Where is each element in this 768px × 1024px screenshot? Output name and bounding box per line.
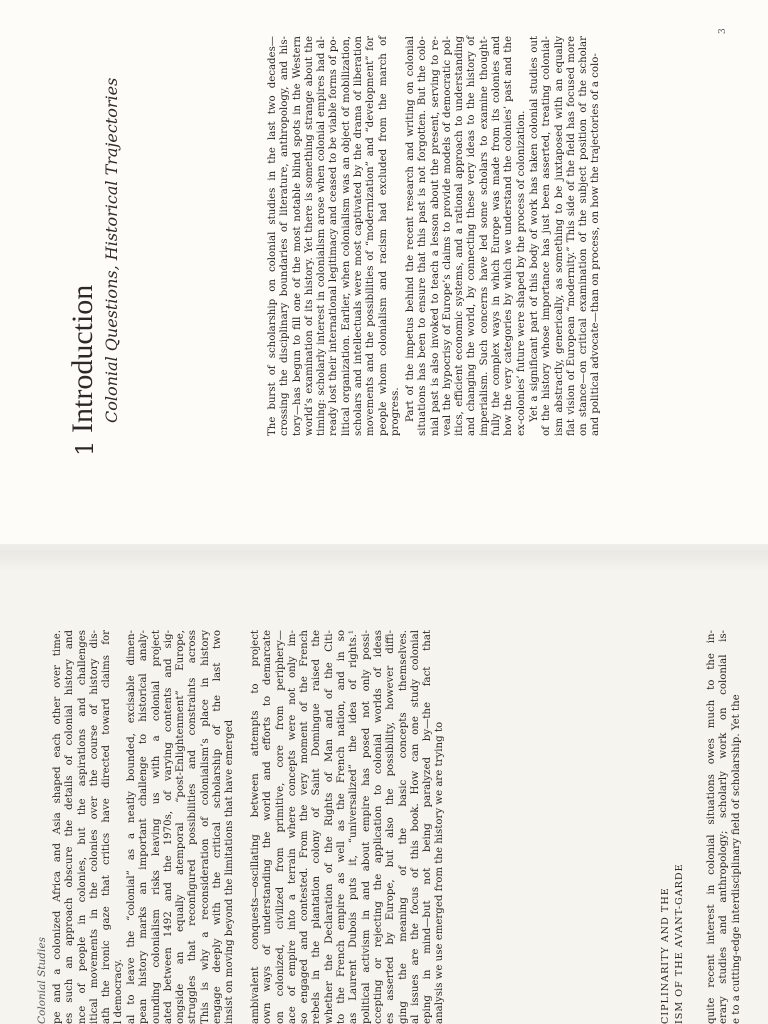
text-line: l democracy. <box>113 959 125 1024</box>
text-line: engage deeply with the critical scholarship of the last two <box>212 630 224 1024</box>
text-line: and political advocate—than on process, on how the trajectories of a colo- <box>590 53 602 436</box>
right-paragraph-1 <box>267 36 402 436</box>
right-paragraph-2 <box>405 36 528 436</box>
text-line: ready lost their international legitimacy and ceased to be viable forms of po- <box>328 36 340 436</box>
text-line: as Laurent Dubois puts it, “universalized” the idea of rights.¹ <box>348 630 360 1024</box>
text-line: The burst of scholarship on colonial studies in the last two decades— <box>267 36 278 436</box>
text-line: people whom colonialism and racism had excluded from the march of <box>377 36 389 436</box>
text-line: ccepting or rejecting the application to colonial worlds of ideas <box>372 630 384 1024</box>
text-line: analysis we use emerged from the history we are trying to <box>434 721 446 1024</box>
left-paragraph-1 <box>52 630 126 1024</box>
text-line: situations has been to ensure that this past is not forgotten. But the colo- <box>417 36 429 436</box>
section-heading-line-2: ISM OF THE AVANT-GARDE <box>674 863 685 1024</box>
text-line: scholars and intellectuals were most captivated by the drama of liberation <box>353 36 365 436</box>
text-line: so engaged and contested. From the very moment of the French <box>299 630 311 1024</box>
text-line: own ways of understanding the world and efforts to demarcate <box>262 630 274 1024</box>
text-line: timing: scholarly interest in colonialism arose when colonial empires had al- <box>316 36 328 436</box>
text-line: ace of empire into a terrain where concepts were not only im- <box>286 630 298 1024</box>
text-line: pean history marks an important challenge to historical analy- <box>138 630 150 1024</box>
left-paragraph-3 <box>250 630 447 1024</box>
text-line: ambivalent conquests—oscillating between attempts to project <box>250 630 261 1024</box>
text-line: world’s examination of its history. Yet there is something strange about the <box>303 36 315 436</box>
text-line: ated between 1492 and the 1970s, of varying contents and sig- <box>162 630 174 1024</box>
text-line: tory—has begun to fill one of the most notable blind spots in the Western <box>291 36 303 436</box>
text-line: whether the Declaration of the Rights of Man and of the Citi- <box>323 630 335 1024</box>
text-line: on stance—on critical examination of the subject position of the scholar <box>578 36 590 436</box>
text-line: progress. <box>389 387 401 436</box>
text-line: Part of the impetus behind the recent research and writing on colonial <box>405 36 416 422</box>
text-line: insist on moving beyond the limitations that have emerged <box>224 719 236 1024</box>
text-line: itics, efficient economic systems, and a rational approach to understanding <box>454 36 466 436</box>
text-line: struggles that reconfigured possibilities and constraints across <box>187 630 199 1024</box>
text-line: es such an approach obscure the details of colonial history and <box>64 630 76 1024</box>
text-line: e to a cutting-edge interdisciplinary field of scholarship. Yet the <box>730 694 742 1024</box>
text-line: al issues are the focus of this book. How can one study colonial <box>409 630 421 1024</box>
text-line: of the history whose importance has just been asserted, treating colonial- <box>541 36 553 436</box>
right-paragraph-3 <box>529 36 603 436</box>
text-line: This is why a reconsideration of colonialism’s place in history <box>199 630 211 1024</box>
text-line: es asserted by Europe, but also the possibility, however diffi- <box>385 630 397 1024</box>
text-line: crossing the disciplinary boundaries of literature, anthropology, and his- <box>279 36 291 436</box>
chapter-subtitle: Colonial Questions, Historical Trajectories <box>102 77 121 423</box>
text-line: ex-colonies’ future were shaped by the process of colonization. <box>515 110 527 436</box>
text-line: how the very categories by which we understand the colonies’ past and the <box>503 36 515 436</box>
text-line: flat vision of European “modernity.” This side of the field has focused more <box>565 36 577 436</box>
text-line: nial past is also invoked to teach a lesson about the present, serving to re- <box>429 36 441 436</box>
text-line: ath the ironic gaze that critics have directed toward claims for <box>101 630 113 1024</box>
chapter-title: Introduction <box>66 284 99 433</box>
text-line: Yet a significant part of this body of work has taken colonial studies out <box>529 36 540 422</box>
text-line: and changing the world, by connecting these very ideas to the history of <box>466 36 478 436</box>
text-line: litical organization. Earlier, when colonialism was an object of mobilization, <box>340 36 352 436</box>
text-line: veal the hypocrisy of Europe’s claims to provide models of democratic pol- <box>441 36 453 436</box>
left-page <box>0 550 768 1024</box>
text-line: ounding colonialism risks leaving us with a colonial project <box>150 630 162 1024</box>
text-line: erary studies and anthropology; scholarly work on colonial is- <box>718 630 730 1024</box>
text-line: on colonized, civilized from primitive, core from periphery— <box>274 630 286 1024</box>
text-line: political activism in and about empire has posed not only possi- <box>360 630 372 1024</box>
section-heading-line-1: CIPLINARITY AND THE <box>660 887 671 1024</box>
running-head: Colonial Studies <box>36 937 48 1024</box>
text-line: ging the meaning of the basic concepts themselves. <box>397 630 409 1024</box>
text-line: nce of people in colonies, but the aspirations and challenges <box>76 630 88 1024</box>
text-line: itical movements in the colonies over the course of history dis- <box>88 630 100 1024</box>
text-line: imperialism. Such concerns have led some scholars to examine thought- <box>478 36 490 436</box>
left-paragraph-2 <box>126 630 237 1024</box>
text-line: to the French empire as well as the French nation, and in so <box>336 630 348 1024</box>
text-line: quite recent interest in colonial situations owes much to the in- <box>706 630 717 1024</box>
text-line: ongside an equally atemporal “post-Enlightenment” Europe, <box>175 630 187 1024</box>
text-line: al to leave the “colonial” as a neatly bounded, excisable dimen- <box>126 630 137 1024</box>
chapter-number: 1 <box>71 440 99 456</box>
text-line: eping in mind—but not being paralyzed by—the fact that <box>422 630 434 1024</box>
text-line: pe and a colonized Africa and Asia shaped each other over time. <box>52 630 63 1024</box>
text-line: fully the complex ways in which Europe was made from its colonies and <box>491 36 503 436</box>
page-number: 3 <box>718 28 728 34</box>
left-paragraph-4 <box>706 630 743 1024</box>
text-line: movements and the possibilities of “modernization” and “development” for <box>365 36 377 436</box>
text-line: rebels in the plantation colony of Saint Domingue raised the <box>311 630 323 1024</box>
text-line: ism abstractly, generically, as something to be juxtaposed with an equally <box>553 36 565 436</box>
